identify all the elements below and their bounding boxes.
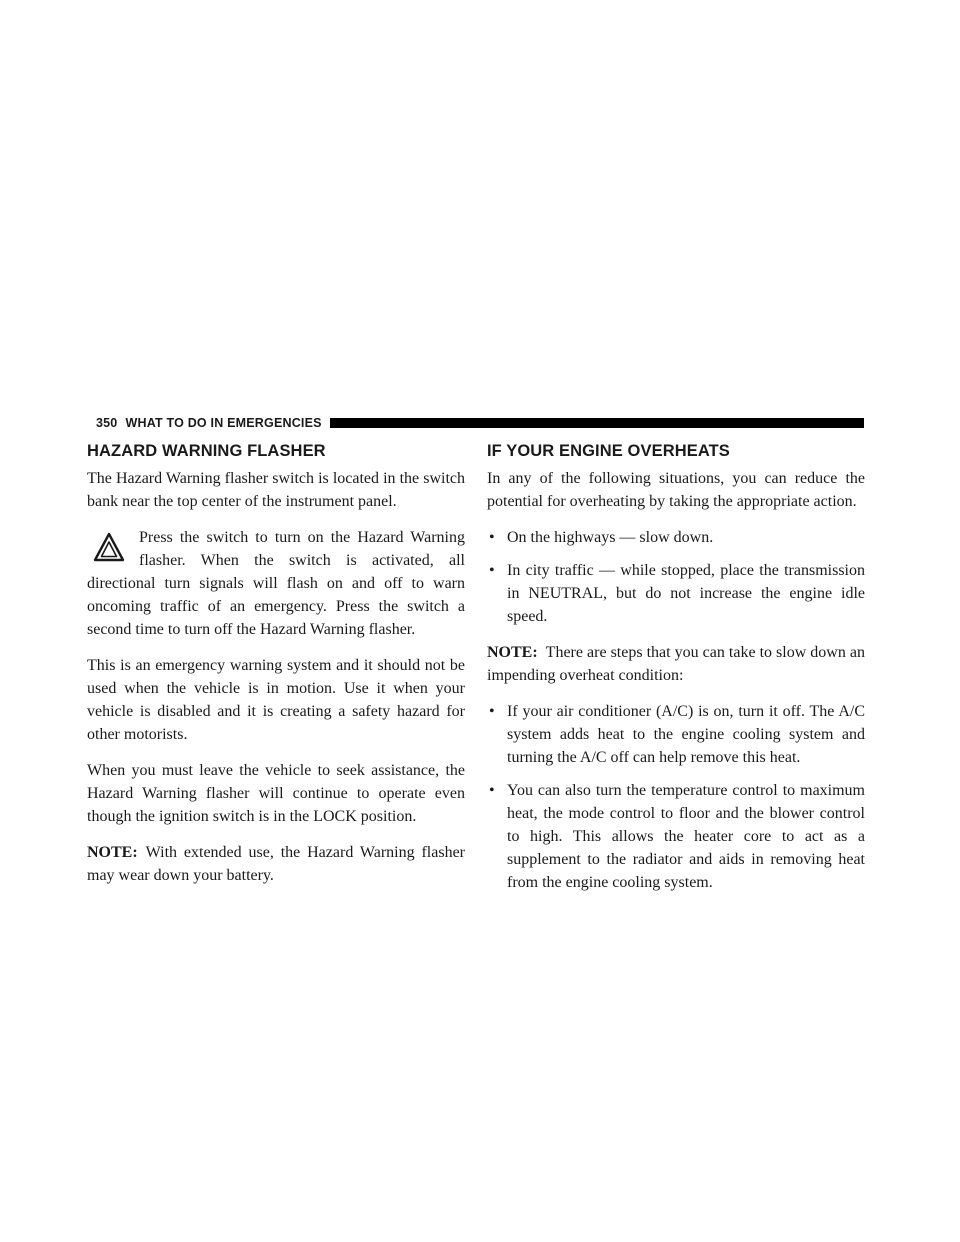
section-title: WHAT TO DO IN EMERGENCIES	[125, 416, 322, 430]
bullet-icon: •	[489, 782, 495, 799]
bullet-icon: •	[489, 703, 495, 720]
hazard-intro-paragraph: The Hazard Warning flasher switch is located in the switch bank near the top center of the instrument panel.	[87, 470, 465, 510]
hazard-usage-paragraph: This is an emergency warning system and it should not be used when the vehicle is in motion. Use it when your vehicle is disabled and it is creating a safety hazard for other motorists.	[87, 657, 465, 743]
overheat-intro-paragraph: In any of the following situations, you can reduce the potential for overheating by taking the appropriate action.	[487, 470, 865, 510]
note-label: NOTE:	[487, 644, 538, 661]
bullet-icon: •	[489, 562, 495, 579]
list-item-text: If your air conditioner (A/C) is on, turn it off. The A/C system adds heat to the engine cooling system and turning the A/C off can help remove this heat.	[507, 703, 865, 766]
right-column	[487, 442, 865, 907]
list-item-text: In city traffic — while stopped, place the transmission in NEUTRAL, but do not increase the engine idle speed.	[507, 562, 865, 625]
overheat-note	[487, 641, 865, 687]
list-item	[487, 779, 865, 894]
list-item-text: You can also turn the temperature control to maximum heat, the mode control to floor and the blower control to high. This allows the heater core to act as a supplement to the radiator and aids in removing heat from the engine cooling system.	[507, 782, 865, 891]
overheat-actions-list	[487, 526, 865, 628]
header-rule	[330, 418, 864, 428]
hazard-lock-paragraph: When you must leave the vehicle to seek assistance, the Hazard Warning flasher will continue to operate even though the ignition switch is in the LOCK position.	[87, 762, 465, 825]
list-item	[487, 559, 865, 628]
list-item	[487, 700, 865, 769]
note-label: NOTE:	[87, 844, 138, 861]
page-number: 350	[96, 416, 118, 430]
left-column	[87, 442, 465, 900]
list-item	[487, 526, 865, 549]
note-text: With extended use, the Hazard Warning flasher may wear down your battery.	[87, 844, 465, 884]
bullet-icon: •	[489, 529, 495, 546]
hazard-note	[87, 841, 465, 887]
hazard-operation-paragraph: Press the switch to turn on the Hazard Warning flasher. When the switch is activated, all directional turn signals will flash on and off to warn oncoming traffic of an emergency. Press the switch a second time to turn off the Hazard Warning flasher.	[87, 529, 465, 638]
hazard-warning-block	[87, 526, 465, 641]
hazard-triangle-icon	[93, 532, 125, 562]
list-item-text: On the highways — slow down.	[507, 529, 714, 546]
hazard-heading: HAZARD WARNING FLASHER	[87, 442, 326, 460]
page-header	[96, 416, 864, 430]
overheat-heading: IF YOUR ENGINE OVERHEATS	[487, 442, 730, 460]
note-text: There are steps that you can take to slow down an impending overheat condition:	[487, 644, 865, 684]
overheat-steps-list	[487, 700, 865, 894]
